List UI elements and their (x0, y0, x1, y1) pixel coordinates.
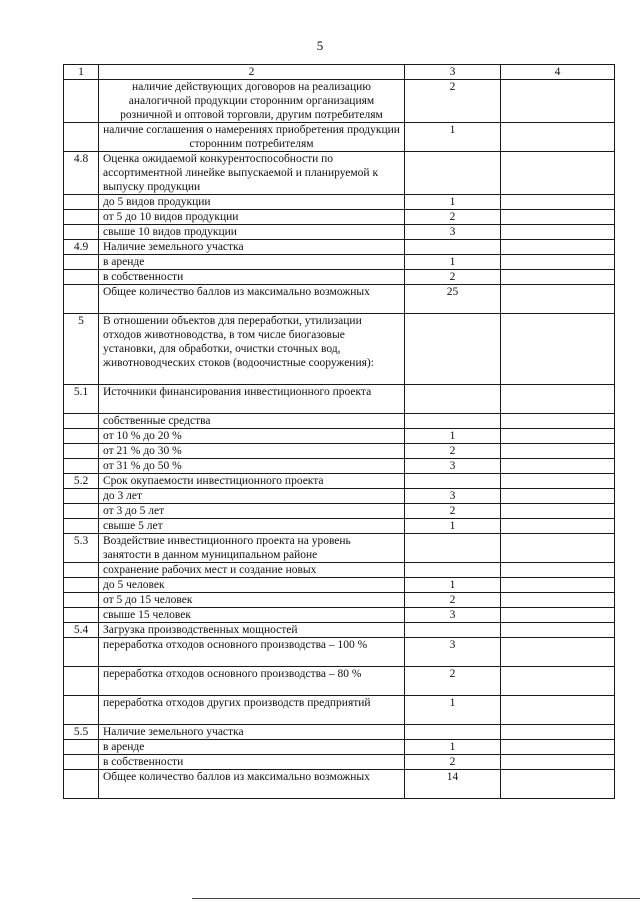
table-row (64, 414, 615, 429)
table-row (64, 504, 615, 519)
row-score: 2 (405, 593, 501, 608)
row-criterion: от 31 % до 50 % (99, 459, 405, 474)
row-column-4 (501, 225, 615, 240)
table-row (64, 696, 615, 725)
row-column-4 (501, 623, 615, 638)
row-column-4 (501, 195, 615, 210)
table-row (64, 725, 615, 740)
table-row (64, 578, 615, 593)
table-row (64, 755, 615, 770)
row-score: 2 (405, 444, 501, 459)
row-number: 5.1 (64, 385, 99, 414)
row-number (64, 504, 99, 519)
table-row (64, 608, 615, 623)
row-column-4 (501, 578, 615, 593)
table-row (64, 563, 615, 578)
row-number (64, 270, 99, 285)
row-column-4 (501, 638, 615, 667)
table-header-row (64, 65, 615, 80)
row-column-4 (501, 255, 615, 270)
row-criterion: свыше 15 человек (99, 608, 405, 623)
row-score (405, 314, 501, 385)
row-column-4 (501, 152, 615, 195)
row-criterion: от 5 до 10 видов продукции (99, 210, 405, 225)
row-number (64, 123, 99, 152)
row-number: 4.9 (64, 240, 99, 255)
row-column-4 (501, 414, 615, 429)
row-score: 2 (405, 80, 501, 123)
table-row (64, 534, 615, 563)
row-score: 1 (405, 429, 501, 444)
row-column-4 (501, 385, 615, 414)
row-score: 1 (405, 578, 501, 593)
row-number (64, 489, 99, 504)
row-score (405, 152, 501, 195)
row-number (64, 593, 99, 608)
table-row (64, 444, 615, 459)
row-criterion: Наличие земельного участка (99, 725, 405, 740)
row-column-4 (501, 429, 615, 444)
row-column-4 (501, 314, 615, 385)
row-criterion: от 21 % до 30 % (99, 444, 405, 459)
table-row (64, 123, 615, 152)
row-score: 2 (405, 667, 501, 696)
table-row (64, 489, 615, 504)
row-number (64, 80, 99, 123)
bottom-rule (192, 898, 640, 899)
row-score: 1 (405, 740, 501, 755)
row-score: 3 (405, 638, 501, 667)
row-column-4 (501, 285, 615, 314)
row-criterion: в аренде (99, 255, 405, 270)
row-column-4 (501, 210, 615, 225)
row-number (64, 696, 99, 725)
row-column-4 (501, 489, 615, 504)
table-row (64, 593, 615, 608)
row-criterion: Загрузка производственных мощностей (99, 623, 405, 638)
row-number (64, 414, 99, 429)
table-row (64, 459, 615, 474)
row-column-4 (501, 725, 615, 740)
row-column-4 (501, 80, 615, 123)
row-number (64, 429, 99, 444)
row-score: 3 (405, 608, 501, 623)
row-criterion: свыше 5 лет (99, 519, 405, 534)
row-score (405, 414, 501, 429)
row-score: 2 (405, 504, 501, 519)
row-criterion: Воздействие инвестиционного проекта на уровень занятости в данном муниципальном районе (99, 534, 405, 563)
table-row (64, 519, 615, 534)
row-criterion: Срок окупаемости инвестиционного проекта (99, 474, 405, 489)
row-criterion: Источники финансирования инвестиционного проекта (99, 385, 405, 414)
row-number (64, 578, 99, 593)
row-column-4 (501, 667, 615, 696)
row-column-4 (501, 123, 615, 152)
row-column-4 (501, 240, 615, 255)
row-column-4 (501, 740, 615, 755)
row-criterion: сохранение рабочих мест и создание новых (99, 563, 405, 578)
row-number: 5.2 (64, 474, 99, 489)
table-row (64, 210, 615, 225)
table-row (64, 152, 615, 195)
criteria-table (63, 64, 615, 799)
row-criterion: до 3 лет (99, 489, 405, 504)
row-criterion: от 5 до 15 человек (99, 593, 405, 608)
row-score: 3 (405, 225, 501, 240)
row-number: 5.4 (64, 623, 99, 638)
table-row (64, 314, 615, 385)
table-row (64, 225, 615, 240)
row-column-4 (501, 270, 615, 285)
row-score (405, 534, 501, 563)
table-row (64, 195, 615, 210)
table-row (64, 255, 615, 270)
row-number (64, 444, 99, 459)
row-criterion: свыше 10 видов продукции (99, 225, 405, 240)
table-row (64, 623, 615, 638)
row-score: 2 (405, 755, 501, 770)
row-score: 1 (405, 696, 501, 725)
row-number (64, 755, 99, 770)
row-column-4 (501, 696, 615, 725)
row-criterion: от 10 % до 20 % (99, 429, 405, 444)
table-row (64, 285, 615, 314)
row-criterion: до 5 видов продукции (99, 195, 405, 210)
row-column-4 (501, 534, 615, 563)
row-score: 1 (405, 255, 501, 270)
row-criterion: переработка отходов основного производства – 80 % (99, 667, 405, 696)
row-number (64, 638, 99, 667)
row-score (405, 385, 501, 414)
row-criterion: наличие соглашения о намерениях приобретения продукции сторонним потребителям (99, 123, 405, 152)
row-column-4 (501, 593, 615, 608)
row-number (64, 563, 99, 578)
table-row (64, 770, 615, 799)
row-score (405, 474, 501, 489)
row-column-4 (501, 608, 615, 623)
row-score: 2 (405, 210, 501, 225)
table-row (64, 385, 615, 414)
row-number (64, 667, 99, 696)
row-score (405, 623, 501, 638)
row-criterion: в собственности (99, 755, 405, 770)
row-number (64, 770, 99, 799)
row-score: 1 (405, 519, 501, 534)
row-column-4 (501, 474, 615, 489)
row-score: 1 (405, 195, 501, 210)
table-row (64, 240, 615, 255)
row-score (405, 563, 501, 578)
row-criterion: переработка отходов других производств предприятий (99, 696, 405, 725)
table-row (64, 638, 615, 667)
row-criterion: Наличие земельного участка (99, 240, 405, 255)
row-number: 4.8 (64, 152, 99, 195)
row-criterion: в аренде (99, 740, 405, 755)
row-number (64, 225, 99, 240)
table-row (64, 740, 615, 755)
row-score: 14 (405, 770, 501, 799)
row-criterion: от 3 до 5 лет (99, 504, 405, 519)
table-row (64, 667, 615, 696)
row-number: 5.3 (64, 534, 99, 563)
header-col-4: 4 (501, 65, 615, 80)
row-score: 25 (405, 285, 501, 314)
row-criterion: наличие действующих договоров на реализацию аналогичной продукции сторонним организациям розничной и оптовой торговли, другим потребителям (99, 80, 405, 123)
row-column-4 (501, 563, 615, 578)
row-number (64, 608, 99, 623)
row-column-4 (501, 755, 615, 770)
row-column-4 (501, 459, 615, 474)
row-column-4 (501, 504, 615, 519)
row-score (405, 725, 501, 740)
row-number (64, 740, 99, 755)
row-criterion: Общее количество баллов из максимально возможных (99, 285, 405, 314)
row-score: 2 (405, 270, 501, 285)
row-criterion: до 5 человек (99, 578, 405, 593)
row-criterion: собственные средства (99, 414, 405, 429)
row-score (405, 240, 501, 255)
row-score: 3 (405, 459, 501, 474)
table-row (64, 429, 615, 444)
row-column-4 (501, 770, 615, 799)
row-number: 5.5 (64, 725, 99, 740)
table-row (64, 270, 615, 285)
table-row (64, 474, 615, 489)
header-col-1: 1 (64, 65, 99, 80)
row-score: 1 (405, 123, 501, 152)
row-criterion: В отношении объектов для переработки, утилизации отходов животноводства, в том числе биогазовые установки, для обработки, очистки сточных вод, животноводческих стоков (водоочистные сооружения): (99, 314, 405, 385)
row-number (64, 519, 99, 534)
row-criterion: Оценка ожидаемой конкурентоспособности по ассортиментной линейке выпускаемой и планируемой к выпуску продукции (99, 152, 405, 195)
row-number (64, 285, 99, 314)
page-number: 5 (316, 38, 324, 53)
row-column-4 (501, 444, 615, 459)
row-number (64, 255, 99, 270)
row-number (64, 459, 99, 474)
header-col-3: 3 (405, 65, 501, 80)
row-number (64, 195, 99, 210)
header-col-2: 2 (99, 65, 405, 80)
row-criterion: переработка отходов основного производства – 100 % (99, 638, 405, 667)
row-number (64, 210, 99, 225)
row-criterion: в собственности (99, 270, 405, 285)
criteria-table-body (64, 65, 615, 799)
table-row (64, 80, 615, 123)
row-column-4 (501, 519, 615, 534)
row-criterion: Общее количество баллов из максимально возможных (99, 770, 405, 799)
row-number: 5 (64, 314, 99, 385)
row-score: 3 (405, 489, 501, 504)
